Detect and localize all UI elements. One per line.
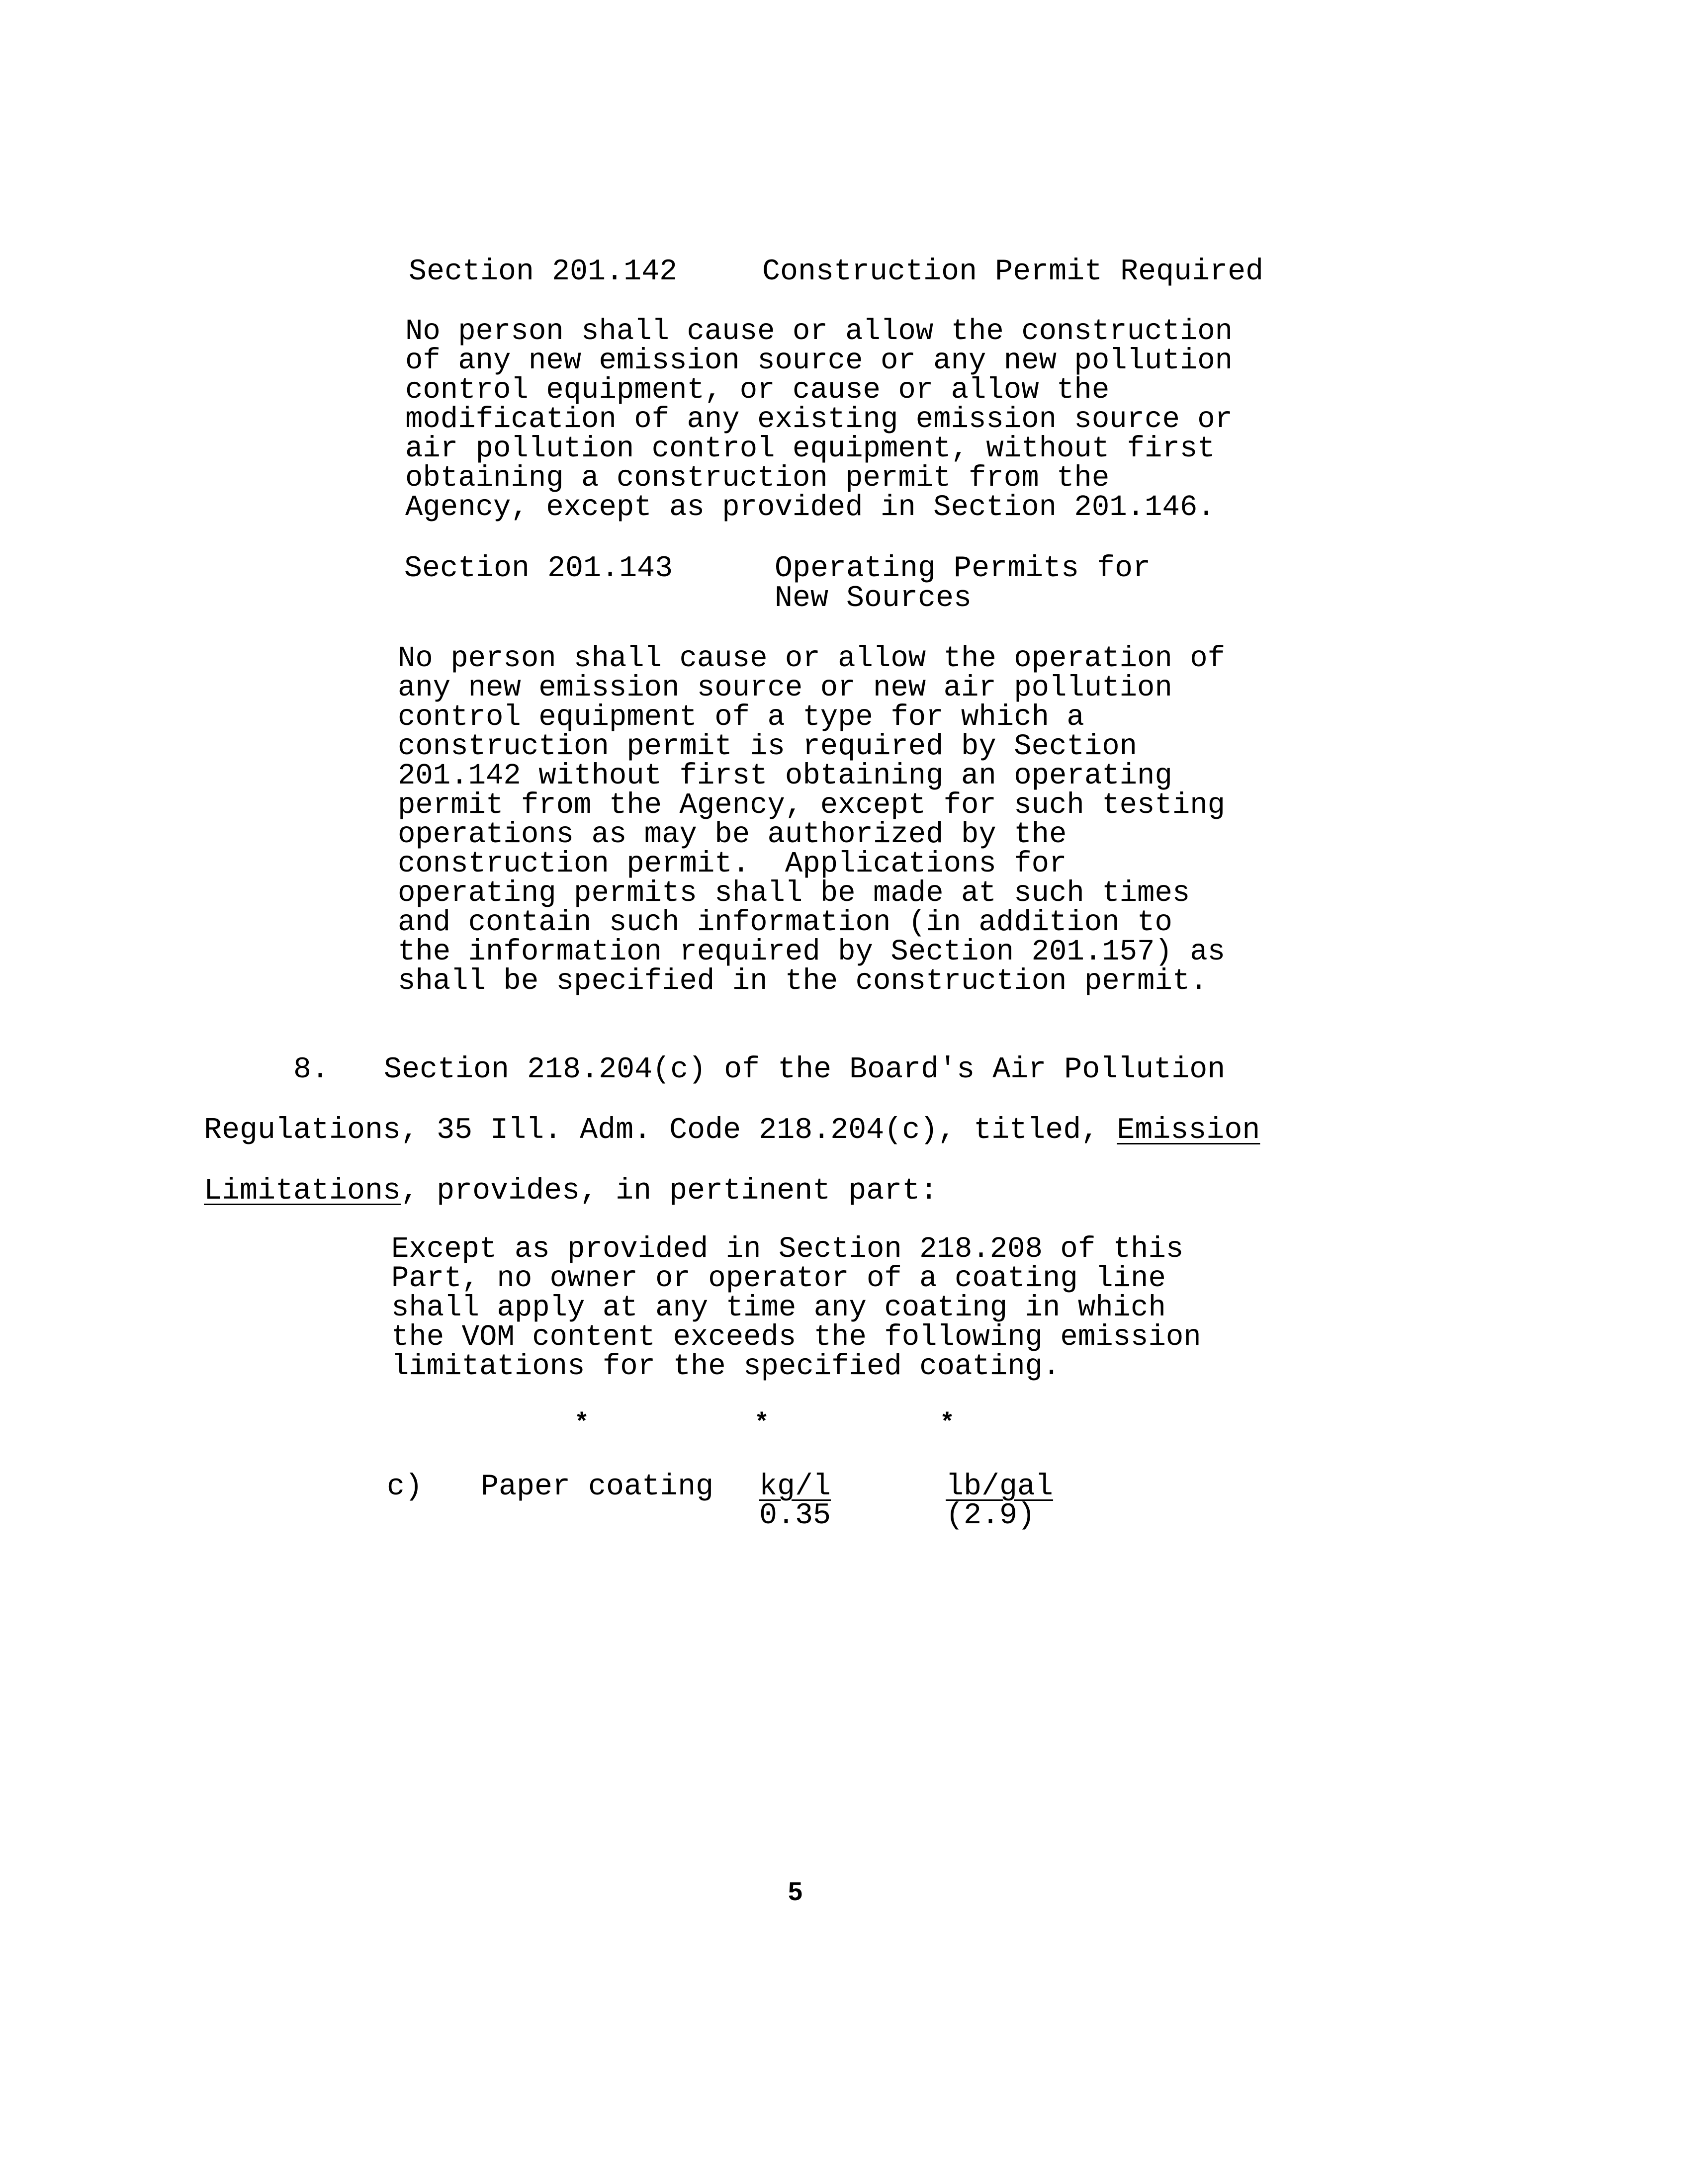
text-line: Agency, except as provided in Section 201.146. bbox=[405, 491, 1215, 524]
text-line: construction permit. Applications for bbox=[398, 847, 1067, 880]
text-line: shall be specified in the construction permit. bbox=[398, 964, 1208, 998]
text-line: modification of any existing emission source or bbox=[405, 403, 1233, 436]
paragraph-8-line-1: Section 218.204(c) of the Board's Air Pollution bbox=[384, 1053, 1226, 1087]
table-value-english: (2.9) bbox=[946, 1499, 1036, 1533]
text-line: Except as provided in Section 218.208 of this bbox=[391, 1232, 1184, 1266]
text-line: any new emission source or new air pollution bbox=[398, 671, 1172, 704]
text-line: the information required by Section 201.157) as bbox=[398, 935, 1226, 968]
section-201-142-title: Construction Permit Required bbox=[762, 255, 1264, 289]
table-item-label: c) bbox=[387, 1470, 423, 1504]
ellipsis-star: * bbox=[940, 1409, 955, 1438]
text-line: Part, no owner or operator of a coating line bbox=[391, 1262, 1166, 1295]
text-line: construction permit is required by Section bbox=[398, 730, 1138, 763]
text-line: obtaining a construction permit from the bbox=[405, 461, 1110, 495]
paragraph-8-line-3 bbox=[204, 1174, 938, 1208]
section-201-143-title-line1: Operating Permits for bbox=[775, 552, 1151, 586]
text-line: control equipment, or cause or allow the bbox=[405, 373, 1110, 407]
section-201-142-text bbox=[405, 317, 1233, 522]
paragraph-8-line-3-text: , provides, in pertinent part: bbox=[401, 1174, 938, 1208]
section-201-143-title-line2: New Sources bbox=[775, 582, 972, 615]
text-line: control equipment of a type for which a bbox=[398, 700, 1084, 734]
paragraph-8-line-2 bbox=[204, 1114, 1260, 1147]
emission-limitations-title-part1: Emission bbox=[1117, 1114, 1260, 1147]
text-line: the VOM content exceeds the following emission bbox=[391, 1320, 1201, 1354]
ellipsis-star: * bbox=[754, 1409, 770, 1438]
text-line: operations as may be authorized by the bbox=[398, 818, 1067, 851]
section-218-204-quote bbox=[391, 1234, 1201, 1381]
text-line: air pollution control equipment, without first bbox=[405, 432, 1215, 465]
text-line: and contain such information (in addition to bbox=[398, 906, 1172, 939]
section-201-143-text bbox=[398, 644, 1225, 996]
section-201-143-number: Section 201.143 bbox=[404, 552, 673, 586]
text-line: permit from the Agency, except for such testing bbox=[398, 788, 1226, 822]
emission-limitations-title-part2: Limitations bbox=[204, 1174, 401, 1208]
table-coating-name: Paper coating bbox=[481, 1470, 714, 1504]
text-line: No person shall cause or allow the construction bbox=[405, 315, 1233, 348]
section-201-142-number: Section 201.142 bbox=[409, 255, 678, 289]
table-value-metric: 0.35 bbox=[759, 1499, 831, 1533]
table-unit-english: lb/gal bbox=[946, 1470, 1054, 1504]
text-line: limitations for the specified coating. bbox=[391, 1350, 1061, 1383]
text-line: 201.142 without first obtaining an operating bbox=[398, 759, 1172, 792]
ellipsis-star: * bbox=[574, 1409, 590, 1438]
text-line: operating permits shall be made at such times bbox=[398, 876, 1190, 910]
page-number: 5 bbox=[788, 1877, 802, 1906]
text-line: of any new emission source or any new pollution bbox=[405, 344, 1233, 377]
paragraph-8-line-2-text: Regulations, 35 Ill. Adm. Code 218.204(c), titled, bbox=[204, 1114, 1117, 1147]
text-line: No person shall cause or allow the operation of bbox=[398, 642, 1226, 675]
paragraph-number: 8. bbox=[293, 1053, 330, 1087]
text-line: shall apply at any time any coating in which bbox=[391, 1291, 1166, 1324]
table-unit-metric: kg/l bbox=[759, 1470, 831, 1504]
